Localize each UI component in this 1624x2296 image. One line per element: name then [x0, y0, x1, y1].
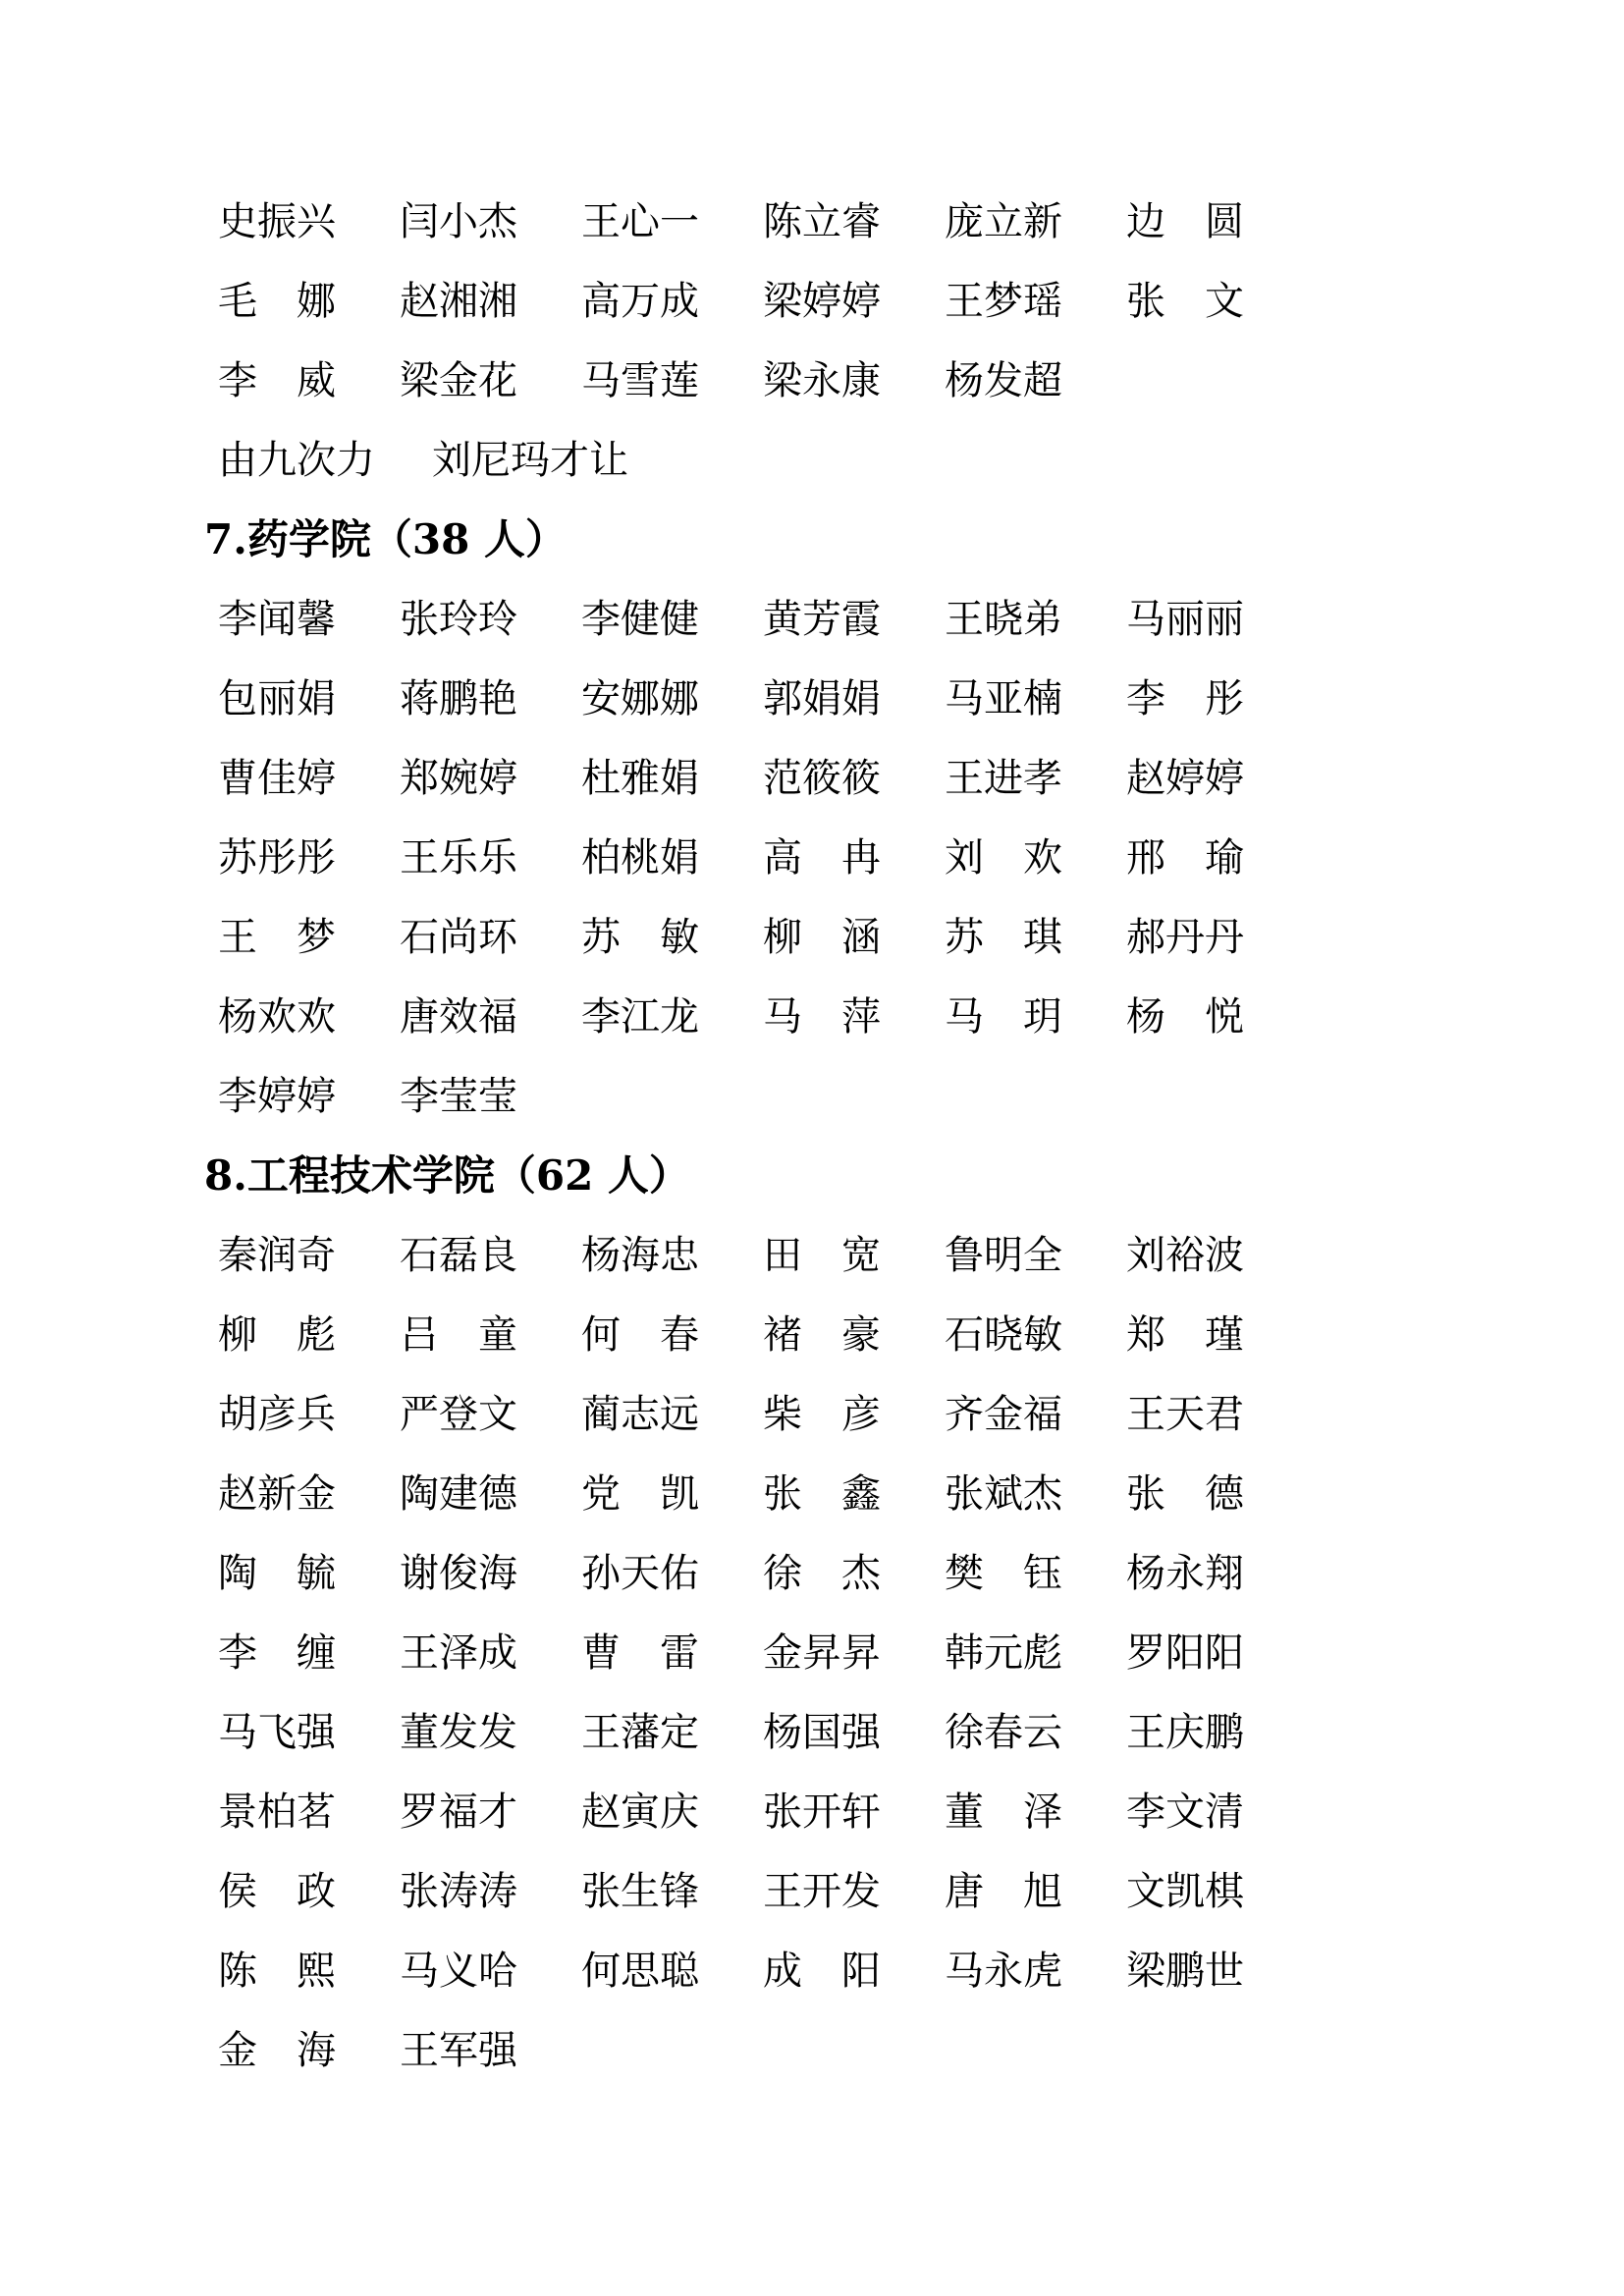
person-name: 赵寅庆: [581, 1789, 699, 1835]
names-row: [218, 1851, 1308, 1931]
person-name: 张斌杰: [945, 1470, 1062, 1517]
person-name: 马飞强: [218, 1709, 336, 1755]
person-name: 胡彦兵: [218, 1391, 336, 1437]
person-name: 王进孝: [945, 755, 1062, 801]
section-heading-line: [204, 500, 1308, 579]
person-name: 曹 雷: [581, 1629, 699, 1676]
person-name: 王军强: [400, 2027, 517, 2073]
person-name: 高万成: [581, 278, 699, 324]
person-name: 鲁明全: [945, 1232, 1062, 1278]
names-row: [218, 2010, 1308, 2090]
person-name: 马 玥: [945, 993, 1062, 1040]
names-row: [218, 1692, 1308, 1772]
person-name: 张生锋: [581, 1868, 699, 1914]
person-name: 马 萍: [763, 993, 881, 1040]
names-row: [218, 818, 1308, 897]
person-name: 杨永翔: [1126, 1550, 1244, 1596]
person-name: 马亚楠: [945, 675, 1062, 721]
person-name: 石磊良: [400, 1232, 517, 1278]
person-name: 蔺志远: [581, 1391, 699, 1437]
names-row: [218, 1215, 1308, 1295]
person-name: 马雪莲: [581, 357, 699, 403]
person-name: 范筱筱: [763, 755, 881, 801]
names-row: [218, 659, 1308, 738]
names-row: [218, 1772, 1308, 1851]
person-name: 李 威: [218, 357, 336, 403]
person-name: 杜雅娟: [581, 755, 699, 801]
person-name: 李闻馨: [218, 596, 336, 642]
person-name: 李莹莹: [400, 1073, 517, 1119]
names-row: [218, 1056, 1308, 1136]
person-name: 张 鑫: [763, 1470, 881, 1517]
person-name: 王藩定: [581, 1709, 699, 1755]
person-name: 边 圆: [1126, 198, 1244, 244]
person-name: 柳 彪: [218, 1311, 336, 1358]
person-name: 闫小杰: [400, 198, 517, 244]
person-name: 董发发: [400, 1709, 517, 1755]
person-name: 刘裕波: [1126, 1232, 1244, 1278]
person-name: 王乐乐: [400, 834, 517, 881]
person-name: 陈 熙: [218, 1948, 336, 1994]
person-name: 毛 娜: [218, 278, 336, 324]
person-name: 高 冉: [763, 834, 881, 881]
person-name: 谢俊海: [400, 1550, 517, 1596]
person-name: 严登文: [400, 1391, 517, 1437]
person-name: 包丽娟: [218, 675, 336, 721]
person-name: 金 海: [218, 2027, 336, 2073]
person-name: 唐 旭: [945, 1868, 1062, 1914]
names-row: [218, 1533, 1308, 1613]
person-name: 张涛涛: [400, 1868, 517, 1914]
names-row: [218, 1374, 1308, 1454]
person-name: 苏 琪: [945, 914, 1062, 960]
person-name: 韩元彪: [945, 1629, 1062, 1676]
person-name: 张 德: [1126, 1470, 1244, 1517]
names-row: [218, 1931, 1308, 2010]
names-row: [218, 738, 1308, 818]
person-name: 李 彤: [1126, 675, 1244, 721]
person-name: 李健健: [581, 596, 699, 642]
person-name: 杨国强: [763, 1709, 881, 1755]
person-name: 杨发超: [945, 357, 1062, 403]
person-name: 褚 豪: [763, 1311, 881, 1358]
person-name: 由九次力: [218, 437, 375, 483]
person-name: 苏彤彤: [218, 834, 336, 881]
person-name: 赵新金: [218, 1470, 336, 1517]
person-name: 苏 敏: [581, 914, 699, 960]
person-name: 刘 欢: [945, 834, 1062, 881]
person-name: 陶 毓: [218, 1550, 336, 1596]
person-name: 杨海忠: [581, 1232, 699, 1278]
person-name: 刘尼玛才让: [432, 437, 628, 483]
names-row: [218, 1613, 1308, 1692]
person-name: 李文清: [1126, 1789, 1244, 1835]
person-name: 曹佳婷: [218, 755, 336, 801]
names-row: [218, 897, 1308, 977]
person-name: 王 梦: [218, 914, 336, 960]
person-name: 罗阳阳: [1126, 1629, 1244, 1676]
person-name: 党 凯: [581, 1470, 699, 1517]
person-name: 史振兴: [218, 198, 336, 244]
person-name: 金昇昇: [763, 1629, 881, 1676]
person-name: 郝丹丹: [1126, 914, 1244, 960]
person-name: 梁婷婷: [763, 278, 881, 324]
names-row: [218, 341, 1308, 420]
person-name: 何 春: [581, 1311, 699, 1358]
person-name: 王泽成: [400, 1629, 517, 1676]
person-name: 梁金花: [400, 357, 517, 403]
person-name: 郭娟娟: [763, 675, 881, 721]
person-name: 田 宽: [763, 1232, 881, 1278]
person-name: 柏桃娟: [581, 834, 699, 881]
person-name: 黄芳霞: [763, 596, 881, 642]
person-name: 马永虎: [945, 1948, 1062, 1994]
person-name: 董 泽: [945, 1789, 1062, 1835]
person-name: 王梦瑶: [945, 278, 1062, 324]
person-name: 徐春云: [945, 1709, 1062, 1755]
person-name: 石晓敏: [945, 1311, 1062, 1358]
person-name: 杨 悦: [1126, 993, 1244, 1040]
person-name: 安娜娜: [581, 675, 699, 721]
names-row: [218, 1454, 1308, 1533]
person-name: 杨欢欢: [218, 993, 336, 1040]
names-row: [218, 182, 1308, 261]
names-row: [218, 1295, 1308, 1374]
names-row: [218, 420, 1308, 500]
person-name: 邢 瑜: [1126, 834, 1244, 881]
section-heading: 7.药学院（38 人）: [204, 514, 567, 563]
person-name: 石尚环: [400, 914, 517, 960]
person-name: 张 文: [1126, 278, 1244, 324]
person-name: 吕 童: [400, 1311, 517, 1358]
person-name: 王庆鹏: [1126, 1709, 1244, 1755]
names-row: [218, 977, 1308, 1056]
person-name: 郑婉婷: [400, 755, 517, 801]
person-name: 王开发: [763, 1868, 881, 1914]
person-name: 王心一: [581, 198, 699, 244]
person-name: 赵婷婷: [1126, 755, 1244, 801]
person-name: 孙天佑: [581, 1550, 699, 1596]
names-row: [218, 579, 1308, 659]
person-name: 张玲玲: [400, 596, 517, 642]
person-name: 李江龙: [581, 993, 699, 1040]
person-name: 陈立睿: [763, 198, 881, 244]
person-name: 樊 钰: [945, 1550, 1062, 1596]
name-roster: [204, 182, 1308, 2090]
person-name: 庞立新: [945, 198, 1062, 244]
person-name: 马义哈: [400, 1948, 517, 1994]
person-name: 王天君: [1126, 1391, 1244, 1437]
person-name: 景柏茗: [218, 1789, 336, 1835]
person-name: 陶建德: [400, 1470, 517, 1517]
person-name: 侯 政: [218, 1868, 336, 1914]
person-name: 齐金福: [945, 1391, 1062, 1437]
person-name: 何思聪: [581, 1948, 699, 1994]
person-name: 秦润奇: [218, 1232, 336, 1278]
person-name: 徐 杰: [763, 1550, 881, 1596]
person-name: 蒋鹏艳: [400, 675, 517, 721]
person-name: 成 阳: [763, 1948, 881, 1994]
person-name: 罗福才: [400, 1789, 517, 1835]
person-name: 郑 瑾: [1126, 1311, 1244, 1358]
person-name: 文凯棋: [1126, 1868, 1244, 1914]
person-name: 柴 彦: [763, 1391, 881, 1437]
person-name: 梁永康: [763, 357, 881, 403]
person-name: 王晓弟: [945, 596, 1062, 642]
person-name: 李 缠: [218, 1629, 336, 1676]
person-name: 李婷婷: [218, 1073, 336, 1119]
person-name: 张开轩: [763, 1789, 881, 1835]
person-name: 柳 涵: [763, 914, 881, 960]
person-name: 马丽丽: [1126, 596, 1244, 642]
names-row: [218, 261, 1308, 341]
person-name: 梁鹏世: [1126, 1948, 1244, 1994]
person-name: 赵湘湘: [400, 278, 517, 324]
section-heading: 8.工程技术学院（62 人）: [204, 1150, 690, 1200]
section-heading-line: [204, 1136, 1308, 1215]
person-name: 唐效福: [400, 993, 517, 1040]
